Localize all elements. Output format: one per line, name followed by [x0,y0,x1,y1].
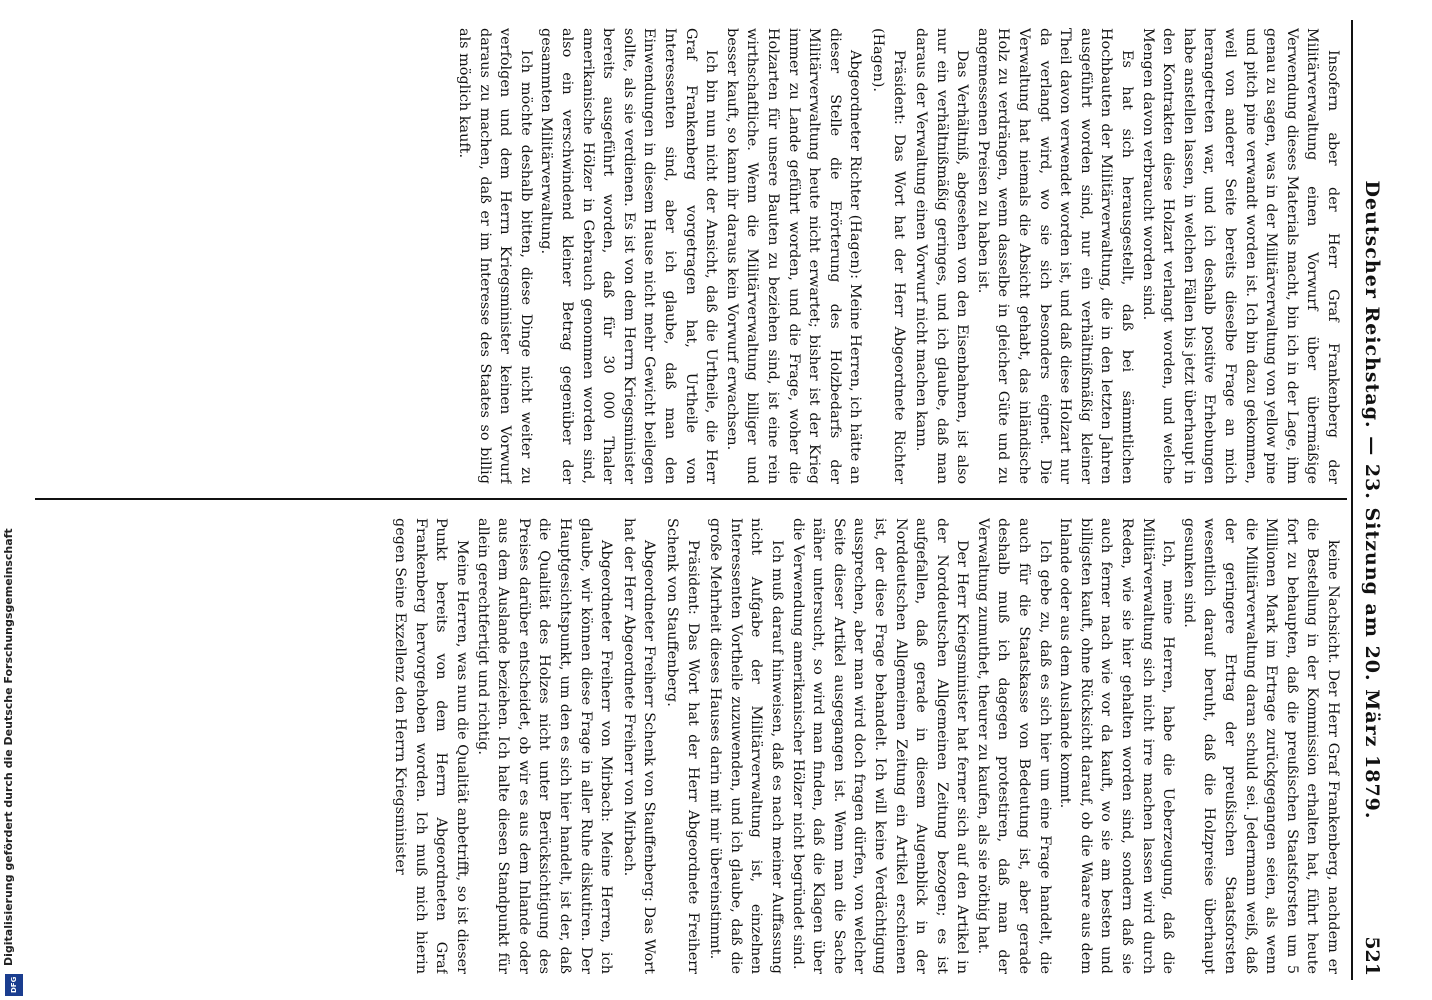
speaker-paragraph: Präsident: Das Wort hat der Herr Abgeordnete Freiherr Schenk von Stauffenberg. [664,518,701,974]
column-divider [35,498,1347,500]
left-column [28,28,1343,484]
funding-notice: Digitalisierung gefördert durch die Deutsche Forschungsgemeinschaft [2,528,15,966]
paragraph: Das Verhältniß, abgesehen von den Eisenbahnen, ist also nur ein verhältnißmäßig geringes, und ich glaube, daß man daraus der Verwaltung einen Vorwurf nicht machen kann. [913,28,971,484]
paragraph: Ich bin nun nicht der Ansicht, daß die Urtheile, die Herr Graf Frankenberg vorgetragen hat, Urtheile von Interessenten sind, aber ich glaube, daß man den Einwendungen in diesem Hause nicht mehr Gewicht beilegen sollte, als sie verdienen. Es ist von dem Herrn Kriegsminister bereits ausgeführt worden, daß für 30 000 Thaler amerikanische Hölzer in Gebrauch genommen worden sind, also ein verschwindend kleiner Betrag gegenüber der gesammten Militärverwaltung. [538,28,720,484]
paragraph: keine Nachsicht. Der Herr Graf Frankenberg, nachdem er die Bestellung in der Kommission erhalten hat, führt heute fort zu behaupten, daß die preußischen Staatsforsten um 5 Millionen Mark im Ertrage zurückgegangen seien, als wenn die Militärverwaltung daran schuld sei. Jedermann weiß, daß der geringere Ertrag der preußischen Staatsforsten wesentlich darauf beruht, daß die Holzpreise überhaupt gesunken sind. [1180,518,1341,974]
page-header [1351,20,1387,980]
rotated-document-page [20,0,1405,1000]
paragraph: Es hat sich herausgestellt, daß bei sämmtlichen Hochbauten der Militärverwaltung, die in den letzten Jahren ausgeführt worden sind, nur ein verhältnißmäßig kleiner Theil davon verwendet worden ist, und daß diese Holzart nur da verlangt wird, wo sie sich besonders eignet. Die Verwaltung hat niemals die Absicht gehabt, das inländische Holz zu verdrängen, wenn dasselbe in gleicher Güte und zu angemessenen Preisen zu haben ist. [974,28,1136,484]
page-number: 521 [1361,936,1383,976]
right-column [28,518,1343,974]
paragraph: Ich muß darauf hinweisen, daß es nach meiner Auffassung nicht Aufgabe der Militärverwaltung ist, einzelnen Interessenten Vortheile zuzuwenden, und ich glaube, daß die große Mehrheit dieses Hauses darin mit mir übereinstimmt. [707,518,785,974]
paragraph: Insofern aber der Herr Graf Frankenberg der Militärverwaltung einen Vorwurf über übermäßige Verwendung dieses Materials macht, bin ich in der Lage, ihm genau zu sagen, was in der Militärverwaltung von yellow pine und pitch pine verwandt worden ist. Ich bin dazu gekommen, weil von anderer Seite bereits dieselbe Frage an mich herangetreten war, und ich deshalb positive Erhebungen habe anstellen lassen, in welchen Fällen bis jetzt überhaupt in den Kontrakten diese Holzart verlangt worden, und welche Mengen davon verbraucht worden sind. [1139,28,1341,484]
speaker-paragraph: Abgeordneter Richter (Hagen): Meine Herren, ich hätte an dieser Stelle die Erörterung des Holzbedarfs der Militärverwaltung heute nicht erwartet; bisher ist der Krieg immer zu Lande geführt worden, und die Frage, woher die Holzarten für unsere Bauten zu beziehen sind, ist eine rein wirthschaftliche. Wenn die Militärverwaltung billiger und besser kauft, so kann ihr daraus kein Vorwurf erwachsen. [723,28,864,484]
running-title: Deutscher Reichstag. — 23. Sitzung am 20. März 1879. [1361,180,1383,820]
speaker-paragraph: Abgeordneter Freiherr von Mirbach: Meine Herren, ich glaube, wir können diese Frage in aller Ruhe diskutiren. Der Hauptgesichtspunkt, um den es sich hier handelt, ist der, daß die Qualität des Holzes nicht unter Berücksichtigung des Preises darüber entscheidet, ob wir es aus dem Inlande oder aus dem Auslande beziehen. Ich halte diesen Standpunkt für allein gerechtfertigt und richtig. [474,518,615,974]
paragraph: Ich möchte deshalb bitten, diese Dinge nicht weiter zu verfolgen und dem Herrn Kriegsminister keinen Vorwurf daraus zu machen, daß er im Interesse des Staates so billig als möglich kauft. [456,28,534,484]
speaker-paragraph: Präsident: Das Wort hat der Herr Abgeordnete Richter (Hagen). [869,28,907,484]
paragraph: Meine Herren, was nun die Qualität anbetrifft, so ist dieser Punkt bereits von dem Herrn Abgeordneten Graf Frankenberg hervorgehoben worden. Ich muß mich hierin gegen Seine Exzellenz den Herrn Kriegsminister [392,518,471,974]
speaker-paragraph: Abgeordneter Freiherr Schenk von Stauffenberg: Das Wort hat der Herr Abgeordnete Freiherr von Mirbach. [620,518,658,974]
paragraph: Der Herr Kriegsminister hat ferner sich auf den Artikel in der Norddeutschen Allgemeinen Zeitung bezogen; es ist aufgefallen, daß gerade in diesem Augenblick in der Norddeutschen Allgemeinen Zeitung ein Artikel erschienen ist, der diese Frage behandelt. Ich will keine Verdächtigung aussprechen, aber man wird doch fragen dürfen, von welcher Seite dieser Artikel ausgegangen ist. Wenn man die Sache näher untersucht, so wird man finden, daß die Klagen über die Verwendung amerikanischer Hölzer nicht begründet sind. [789,518,971,974]
dfg-logo: DFG [5,974,23,996]
paragraph: Ich gebe zu, daß es sich hier um eine Frage handelt, die auch für die Staatskasse von Bedeutung ist, aber gerade deshalb muß ich dagegen protestiren, daß man der Verwaltung zumuthet, theurer zu kaufen, als sie nöthig hat. [974,518,1053,974]
digitization-stamp [2,6,26,996]
paragraph: Ich, meine Herren, habe die Ueberzeugung, daß die Militärverwaltung sich nicht irre machen lassen wird durch Reden, wie sie hier gehalten worden sind, sondern daß sie auch ferner nach wie vor da kauft, wo sie am besten und billigsten kauft, ohne Rücksicht darauf, ob die Waare aus dem Inlande oder aus dem Auslande kommt. [1057,518,1177,974]
